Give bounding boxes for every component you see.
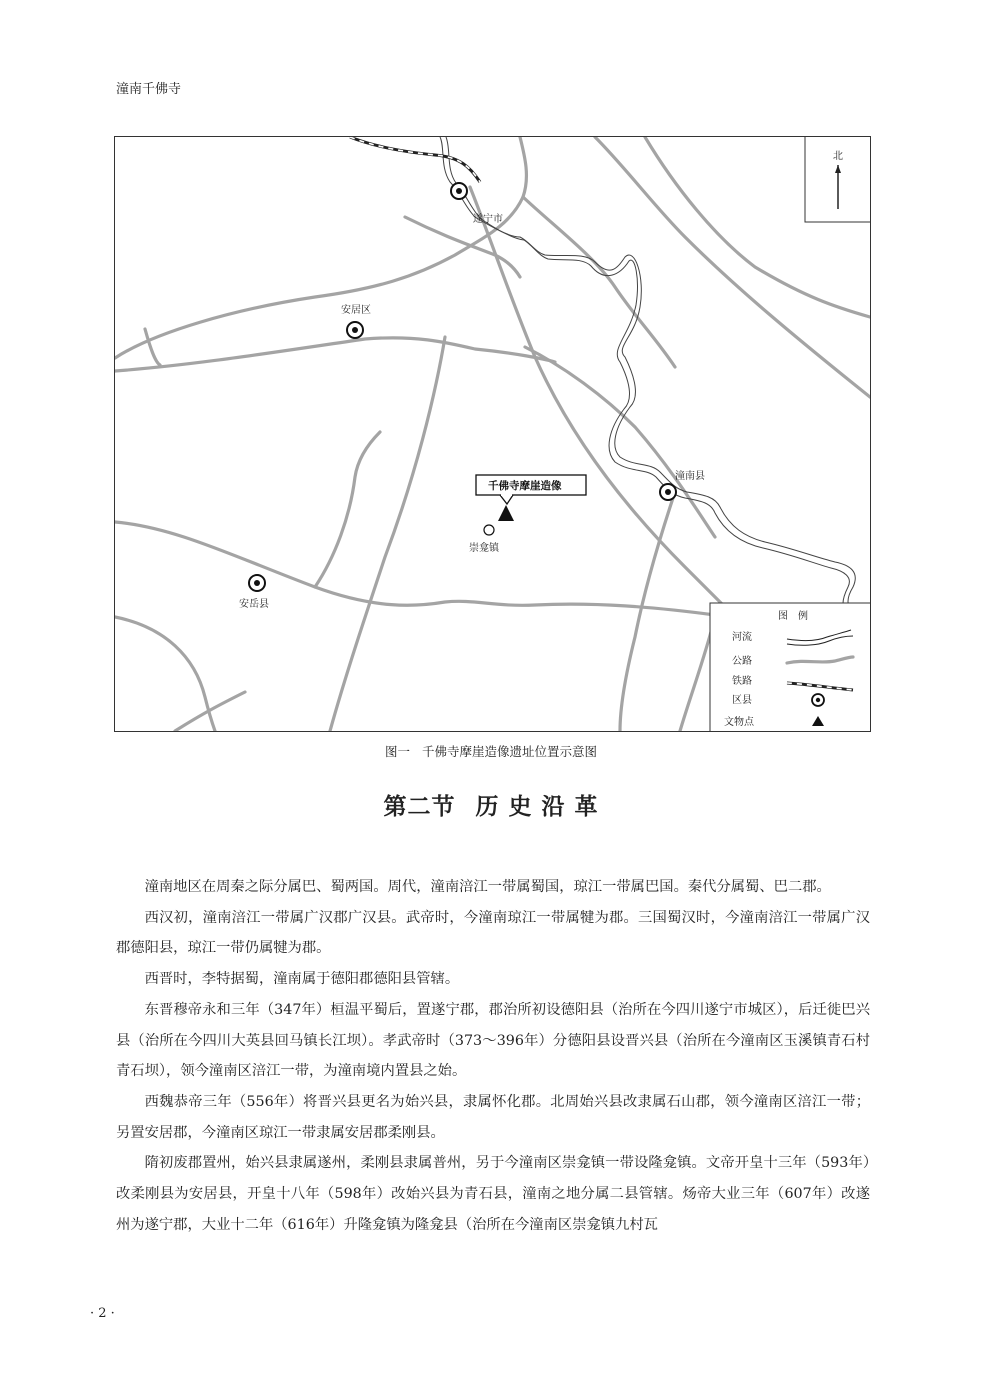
running-head: 潼南千佛寺: [116, 82, 182, 97]
section-title: 历 史 沿 革: [475, 793, 599, 820]
paragraph: 西晋时，李特据蜀，潼南属于德阳郡德阳县管辖。: [144, 971, 460, 988]
legend-river-label: 河流: [732, 632, 752, 643]
north-label: 北: [833, 151, 843, 162]
section-number: 第二节: [383, 793, 456, 820]
location-map: [114, 136, 871, 732]
legend-county-label: 区县: [732, 695, 752, 706]
figure-title: 千佛寺摩崖造像遗址位置示意图: [422, 744, 598, 759]
figure-number: 图一: [384, 744, 410, 759]
railway: [350, 137, 480, 182]
figure-caption: [0, 742, 982, 760]
heritage-site-label: 千佛寺摩崖造像: [488, 480, 562, 492]
chongkan-label: 崇龛镇: [469, 543, 499, 554]
page-number: · 2 ·: [90, 1306, 115, 1321]
heritage-site-triangle: [498, 505, 514, 521]
anju-marker: [341, 303, 371, 338]
tongnan-marker: [660, 469, 705, 500]
river-network: [440, 137, 855, 617]
suining-label: 遂宁市: [473, 214, 503, 225]
chongkan-marker: [469, 525, 500, 554]
paragraph: 潼南地区在周秦之际分属巴、蜀两国。周代，潼南涪江一带属蜀国，琼江一带属巴国。秦代分属蜀、巴二郡。: [144, 879, 831, 895]
anju-label: 安居区: [341, 305, 371, 316]
legend-road-label: 公路: [732, 656, 752, 667]
paragraph: 西汉初，潼南涪江一带属广汉郡广汉县。武帝时，今潼南琼江一带属犍为郡。三国蜀汉时，今潼南涪江一带属广汉郡德阳县，琼江一带仍属犍为郡。: [116, 909, 870, 957]
section-heading: [0, 788, 982, 821]
map-legend: [710, 603, 870, 731]
legend-heritage-label: 文物点: [724, 717, 754, 728]
map-drawing: [115, 137, 870, 731]
anyue-marker: [239, 575, 269, 610]
legend-railway-label: 铁路: [732, 676, 752, 687]
north-arrow: [805, 137, 870, 222]
body-text: [116, 872, 870, 1240]
heritage-site: [476, 475, 586, 521]
tongnan-label: 潼南县: [675, 471, 705, 482]
paragraph: 东晋穆帝永和三年（347年）桓温平蜀后，置遂宁郡，郡治所初设德阳县（治所在今四川遂宁市城区），后迁徙巴兴县（治所在今四川大英县回马镇长江坝）。孝武帝时（373～396年）分德阳县设晋兴县（治所在今潼南区玉溪镇青石村青石坝），领今潼南区涪江一带，为潼南境内置县之始。: [116, 1001, 870, 1080]
legend-title: 图 例: [778, 611, 808, 622]
anyue-label: 安岳县: [239, 599, 269, 610]
paragraph: 隋初废郡置州，始兴县隶属遂州，柔刚县隶属普州，另于今潼南区崇龛镇一带设隆龛镇。文帝开皇十三年（593年）改柔刚县为安居县，开皇十八年（598年）改始兴县为青石县，潼南之地分属二县管辖。炀帝大业三年（607年）改遂州为遂宁郡，大业十二年（616年）升隆龛镇为隆龛县（治所在今潼南区崇龛镇九村瓦: [116, 1155, 870, 1233]
paragraph: 西魏恭帝三年（556年）将晋兴县更名为始兴县，隶属怀化郡。北周始兴县改隶属石山郡，领今潼南区涪江一带；另置安居郡，今潼南区琼江一带隶属安居郡柔刚县。: [116, 1093, 870, 1141]
